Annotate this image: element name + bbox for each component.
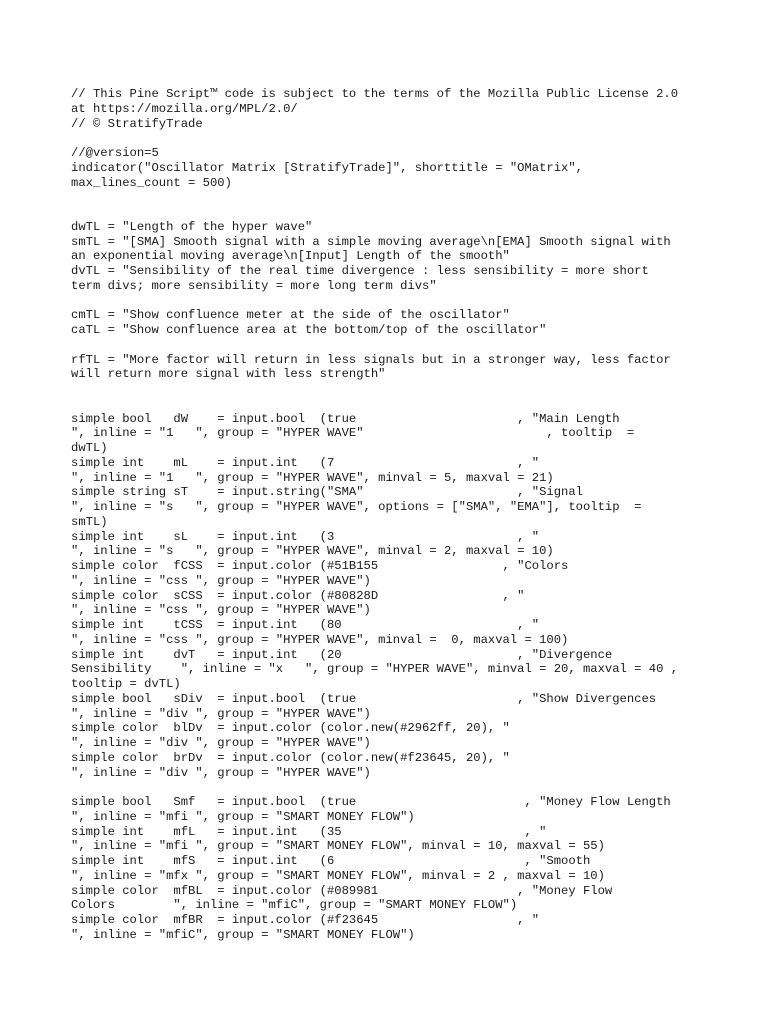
code-line: // This Pine Script™ code is subject to the terms of the Mozilla Public License 2.0 <box>71 87 679 101</box>
code-line: simple bool Smf = input.bool (true , "Money Flow Length <box>71 795 671 809</box>
code-line: simple bool dW = input.bool (true , "Main Length <box>71 411 620 426</box>
code-line <box>71 338 751 353</box>
code-line: simple int mfL = input.int (35 , " <box>71 824 547 839</box>
code-line: ", inline = "div ", group = "HYPER WAVE") <box>71 765 371 780</box>
code-line: dvTL = "Sensibility of the real time divergence : less sensibility = more short <box>71 264 649 278</box>
code-line: smTL) <box>71 514 108 529</box>
code-line: an exponential moving average\n[Input] Length of the smooth" <box>71 249 510 264</box>
code-line: Colors ", inline = "mfiC", group = "SMART MONEY FLOW") <box>71 898 518 913</box>
code-line: simple color fCSS = input.color (#51B155 , "Colors <box>71 559 569 573</box>
code-document <box>71 87 751 943</box>
code-line: simple color blDv = input.color (color.new(#2962ff, 20), " <box>71 721 510 736</box>
code-line <box>71 131 751 146</box>
code-line: simple int dvT = input.int (20 , "Divergence <box>71 647 613 662</box>
code-line: ", inline = "mfi ", group = "SMART MONEY FLOW") <box>71 809 415 824</box>
code-line: simple color brDv = input.color (color.new(#f23645, 20), " <box>71 750 510 765</box>
code-line: indicator("Oscillator Matrix [StratifyTrade]", shorttitle = "OMatrix", <box>71 160 583 175</box>
code-line: ", inline = "s ", group = "HYPER WAVE", options = ["SMA", "EMA"], tooltip = <box>71 500 642 514</box>
code-line <box>71 294 751 309</box>
code-line: ", inline = "mfi ", group = "SMART MONEY FLOW", minval = 10, maxval = 55) <box>71 839 605 854</box>
code-line: ", inline = "css ", group = "HYPER WAVE") <box>71 603 371 618</box>
code-line <box>71 190 751 205</box>
code-line: simple int sL = input.int (3 , " <box>71 529 540 544</box>
code-line <box>71 780 751 795</box>
code-line: simple color sCSS = input.color (#80828D , " <box>71 588 525 603</box>
code-line: rfTL = "More factor will return in less signals but in a stronger way, less factor <box>71 352 671 367</box>
code-line: ", inline = "1 ", group = "HYPER WAVE", minval = 5, maxval = 21) <box>71 470 554 485</box>
code-line: simple color mfBL = input.color (#089981 , "Money Flow <box>71 883 613 898</box>
code-line: smTL = "[SMA] Smooth signal with a simple moving average\n[EMA] Smooth signal with <box>71 234 671 249</box>
code-line: ", inline = "div ", group = "HYPER WAVE") <box>71 736 371 750</box>
code-line: simple bool sDiv = input.bool (true , "Show Divergences <box>71 691 657 706</box>
code-line: max_lines_count = 500) <box>71 175 232 190</box>
code-line: simple int tCSS = input.int (80 , " <box>71 618 540 632</box>
code-line <box>71 205 751 220</box>
code-line: ", inline = "css ", group = "HYPER WAVE") <box>71 573 371 588</box>
code-line: will return more signal with less strength" <box>71 367 386 382</box>
code-line: ", inline = "css ", group = "HYPER WAVE", minval = 0, maxval = 100) <box>71 632 569 647</box>
code-line: //@version=5 <box>71 146 159 160</box>
code-line: ", inline = "1 ", group = "HYPER WAVE" , tooltip = <box>71 426 635 441</box>
code-line: simple int mL = input.int (7 , " <box>71 455 540 470</box>
code-line <box>71 397 751 412</box>
code-line: caTL = "Show confluence area at the bottom/top of the oscillator" <box>71 323 547 337</box>
code-line: simple int mfS = input.int (6 , "Smooth <box>71 854 591 868</box>
code-line: dwTL = "Length of the hyper wave" <box>71 219 313 234</box>
code-line: Sensibility ", inline = "x ", group = "HYPER WAVE", minval = 20, maxval = 40 , <box>71 662 679 677</box>
code-line: dwTL) <box>71 441 108 455</box>
code-line: // © StratifyTrade <box>71 116 203 131</box>
code-line: ", inline = "mfiC", group = "SMART MONEY FLOW") <box>71 927 415 942</box>
code-line: cmTL = "Show confluence meter at the side of the oscillator" <box>71 308 510 323</box>
code-line: tooltip = dvTL) <box>71 677 181 691</box>
code-line: at https://mozilla.org/MPL/2.0/ <box>71 101 298 116</box>
code-line: ", inline = "mfx ", group = "SMART MONEY FLOW", minval = 2 , maxval = 10) <box>71 868 605 883</box>
code-line: term divs; more sensibility = more long term divs" <box>71 278 437 293</box>
code-line: simple color mfBR = input.color (#f23645 , " <box>71 913 540 927</box>
code-line: simple string sT = input.string("SMA" , "Signal <box>71 485 583 500</box>
code-line: ", inline = "s ", group = "HYPER WAVE", minval = 2, maxval = 10) <box>71 544 554 559</box>
code-line: ", inline = "div ", group = "HYPER WAVE") <box>71 706 371 721</box>
code-line <box>71 382 751 397</box>
